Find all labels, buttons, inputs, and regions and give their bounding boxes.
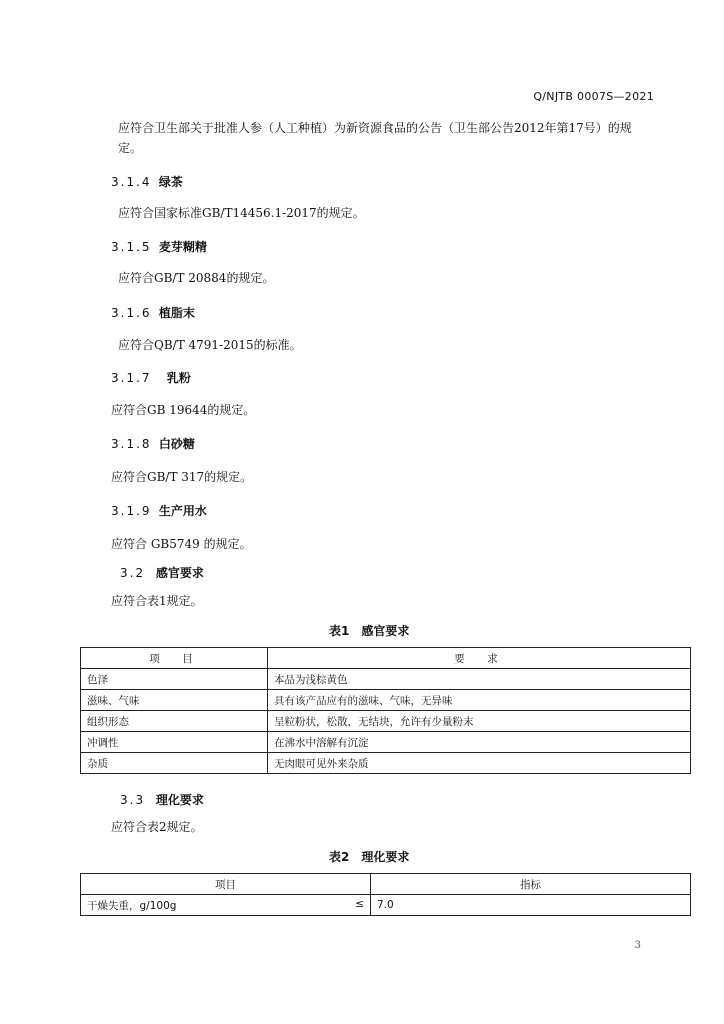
section-number: 3.1.4	[111, 175, 152, 189]
less-or-equal-symbol: ≤	[355, 897, 364, 910]
section-heading	[111, 304, 195, 321]
section-number: 3.1.5	[111, 240, 152, 254]
table2-physicochemical	[80, 873, 691, 916]
table1-sensory	[80, 647, 691, 774]
section-heading	[111, 369, 191, 386]
intro-paragraph-line2: 定。	[118, 141, 143, 155]
table-row	[81, 895, 691, 916]
table-cell: 7.0	[371, 895, 691, 916]
table1-caption: 表1 感官要求	[329, 624, 410, 638]
intro-paragraph-line1: 应符合卫生部关于批准人参（人工种植）为新资源食品的公告（卫生部公告2012年第17号）的规	[118, 121, 632, 135]
section-text: 应符合 GB5749 的规定。	[111, 537, 252, 551]
section-title: 理化要求	[155, 793, 204, 807]
table-header-cell: 项目	[81, 874, 371, 895]
section-text: 应符合GB/T 317的规定。	[111, 470, 253, 484]
table-row	[81, 669, 691, 690]
table-header-row	[81, 648, 691, 669]
table-cell: 组织形态	[81, 711, 268, 732]
table-cell: 具有该产品应有的滋味、气味，无异味	[268, 690, 691, 711]
section-number: 3.1.7	[111, 371, 152, 385]
table-cell: 杂质	[81, 753, 268, 774]
table-row	[81, 753, 691, 774]
table-row	[81, 690, 691, 711]
section-heading	[111, 435, 195, 452]
table-header-cell: 要 求	[268, 648, 691, 669]
section-number: 3.1.6	[111, 306, 152, 320]
table-cell: 在沸水中溶解有沉淀	[268, 732, 691, 753]
section-heading	[120, 564, 204, 581]
table-cell: 滋味、气味	[81, 690, 268, 711]
item-name: 干燥失重，g/100g	[87, 899, 177, 912]
table-header-cell: 指标	[371, 874, 691, 895]
table-cell: 无肉眼可见外来杂质	[268, 753, 691, 774]
table-row	[81, 711, 691, 732]
section-title: 感官要求	[155, 566, 204, 580]
section-heading	[111, 502, 207, 519]
section-text: 应符合表2规定。	[111, 820, 203, 834]
section-title: 生产用水	[158, 504, 207, 518]
section-text: 应符合GB 19644的规定。	[111, 403, 256, 417]
table-cell: 冲调性	[81, 732, 268, 753]
table-cell	[81, 895, 371, 916]
section-title: 白砂糖	[158, 437, 195, 451]
section-number: 3.1.8	[111, 437, 152, 451]
page-number: 3	[634, 940, 641, 951]
section-number: 3.3	[120, 793, 146, 807]
section-title: 麦芽糊精	[158, 240, 207, 254]
section-number: 3.2	[120, 566, 146, 580]
table-cell: 本品为浅棕黄色	[268, 669, 691, 690]
section-text: 应符合表1规定。	[111, 594, 203, 608]
section-heading	[120, 791, 204, 808]
section-title: 乳粉	[166, 371, 191, 385]
table-header-cell: 项 目	[81, 648, 268, 669]
section-heading	[111, 173, 183, 190]
table-row	[81, 732, 691, 753]
section-number: 3.1.9	[111, 504, 152, 518]
section-heading	[111, 238, 207, 255]
section-text: 应符合GB/T 20884的规定。	[118, 271, 275, 285]
section-text: 应符合国家标准GB/T14456.1-2017的规定。	[118, 206, 365, 220]
section-title: 植脂末	[158, 306, 195, 320]
table2-caption: 表2 理化要求	[329, 850, 410, 864]
table-cell: 呈粒粉状，松散，无结块，允许有少量粉末	[268, 711, 691, 732]
table-header-row	[81, 874, 691, 895]
document-code: Q/NJTB 0007S—2021	[533, 90, 654, 103]
table-cell: 色泽	[81, 669, 268, 690]
section-title: 绿茶	[158, 175, 183, 189]
section-text: 应符合QB/T 4791-2015的标准。	[118, 338, 302, 352]
